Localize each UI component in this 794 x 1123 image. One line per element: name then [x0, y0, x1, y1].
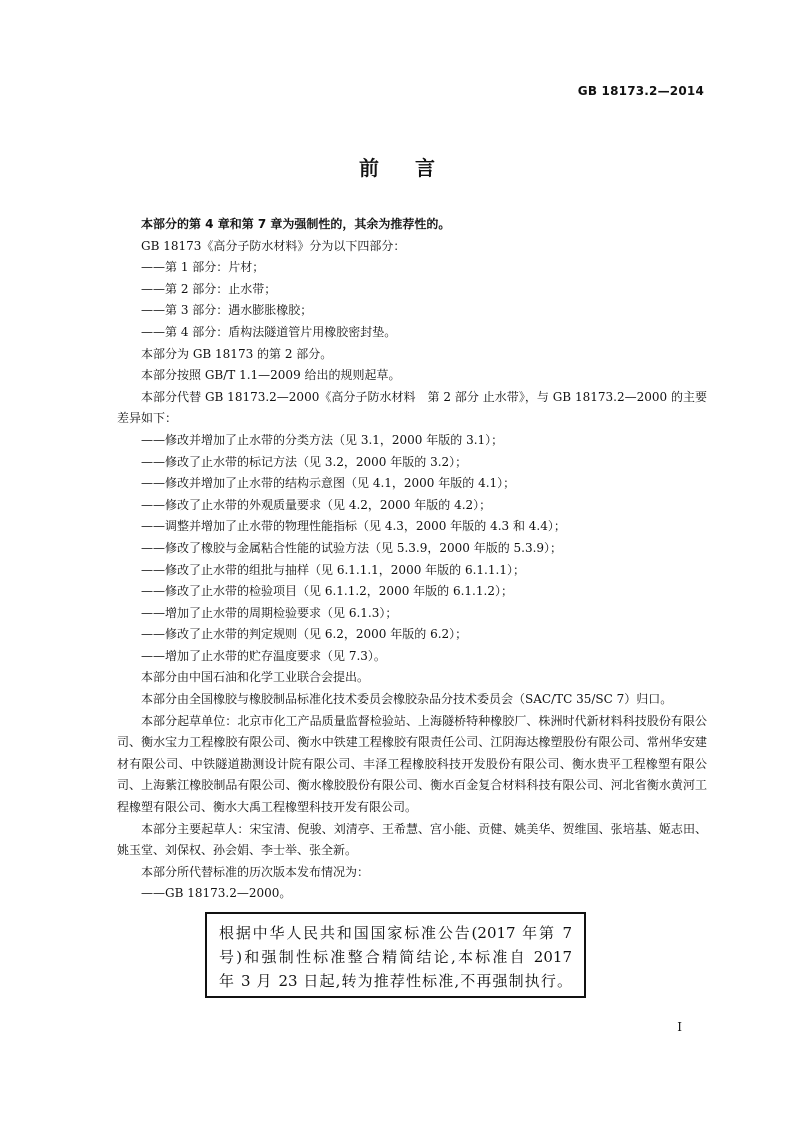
notice-line: 号)和强制性标准整合精简结论,本标准自 2017: [219, 948, 572, 966]
notice-line: 年 3 月 23 日起,转为推荐性标准,不再强制执行。: [219, 972, 572, 990]
list-item: ——修改了止水带的检验项目（见 6.1.1.2，2000 年版的 6.1.1.2）；: [141, 584, 513, 599]
paragraph: 本部分按照 GB/T 1.1—2009 给出的规则起草。: [141, 368, 401, 383]
list-item: ——增加了止水带的周期检验要求（见 6.1.3）；: [141, 605, 398, 620]
list-item: ——修改了止水带的标记方法（见 3.2，2000 年版的 3.2）；: [141, 454, 468, 469]
list-item: ——修改了止水带的组批与抽样（见 6.1.1.1，2000 年版的 6.1.1.1）；: [141, 562, 525, 577]
list-item: ——第 3 部分：遇水膨胀橡胶；: [141, 303, 313, 318]
list-item: ——GB 18173.2—2000。: [141, 886, 292, 901]
paragraph: 本部分代替 GB 18173.2—2000《高分子防水材料 第 2 部分 止水带》，与 GB 18173.2—2000 的主要差异如下：: [117, 389, 707, 426]
notice-box: [205, 912, 586, 998]
list-item: ——增加了止水带的贮存温度要求（见 7.3）。: [141, 648, 386, 663]
list-item: ——修改了橡胶与金属粘合性能的试验方法（见 5.3.9，2000 年版的 5.3.9）；: [141, 540, 563, 555]
paragraph: 本部分由中国石油和化学工业联合会提出。: [141, 670, 370, 685]
list-item: ——修改了止水带的外观质量要求（见 4.2，2000 年版的 4.2）；: [141, 497, 492, 512]
list-item: ——第 2 部分：止水带；: [141, 281, 277, 296]
page-title: 前言: [359, 156, 471, 180]
paragraph: 本部分起草单位：北京市化工产品质量监督检验站、上海隧桥特种橡胶厂、株洲时代新材料科技股份有限公司、衡水宝力工程橡胶有限公司、衡水中铁建工程橡胶有限责任公司、江阴海达橡塑股份有限公司、常州华安建材有限公司、中铁隧道勘测设计院有限公司、丰泽工程橡胶科技开发股份有限公司、衡水贵平工程橡塑有限公司、上海紫江橡胶制品有限公司、衡水橡胶股份有限公司、衡水百金复合材料科技有限公司、河北省衡水黄河工程橡塑有限公司、衡水大禹工程橡塑科技开发有限公司。: [117, 713, 707, 815]
list-item: ——调整并增加了止水带的物理性能指标（见 4.3，2000 年版的 4.3 和 4.4）；: [141, 519, 566, 534]
list-item: ——修改并增加了止水带的结构示意图（见 4.1，2000 年版的 4.1）；: [141, 476, 516, 491]
foreword-content: [117, 214, 707, 905]
paragraph: GB 18173《高分子防水材料》分为以下四部分：: [141, 238, 406, 253]
paragraph: 本部分由全国橡胶与橡胶制品标准化技术委员会橡胶杂品分技术委员会（SAC/TC 35/SC 7）归口。: [141, 692, 673, 707]
list-item: ——修改了止水带的判定规则（见 6.2，2000 年版的 6.2）；: [141, 627, 468, 642]
paragraph: 本部分的第 4 章和第 7 章为强制性的，其余为推荐性的。: [141, 217, 451, 231]
list-item: ——第 4 部分：盾构法隧道管片用橡胶密封垫。: [141, 324, 397, 339]
paragraph: 本部分为 GB 18173 的第 2 部分。: [141, 346, 333, 361]
notice-line: 根据中华人民共和国国家标准公告(2017 年第 7: [219, 924, 572, 942]
standard-code: GB 18173.2—2014: [577, 84, 704, 98]
paragraph: 本部分所代替标准的历次版本发布情况为：: [141, 864, 370, 879]
paragraph: 本部分主要起草人：宋宝清、倪骏、刘清亭、王希慧、宫小能、贡健、姚美华、贺维国、张培基、姬志田、姚玉堂、刘保权、孙会娟、李士举、张全新。: [117, 821, 707, 858]
page-number: I: [677, 1020, 682, 1034]
list-item: ——修改并增加了止水带的分类方法（见 3.1，2000 年版的 3.1）；: [141, 432, 504, 447]
list-item: ——第 1 部分：片材；: [141, 260, 265, 275]
